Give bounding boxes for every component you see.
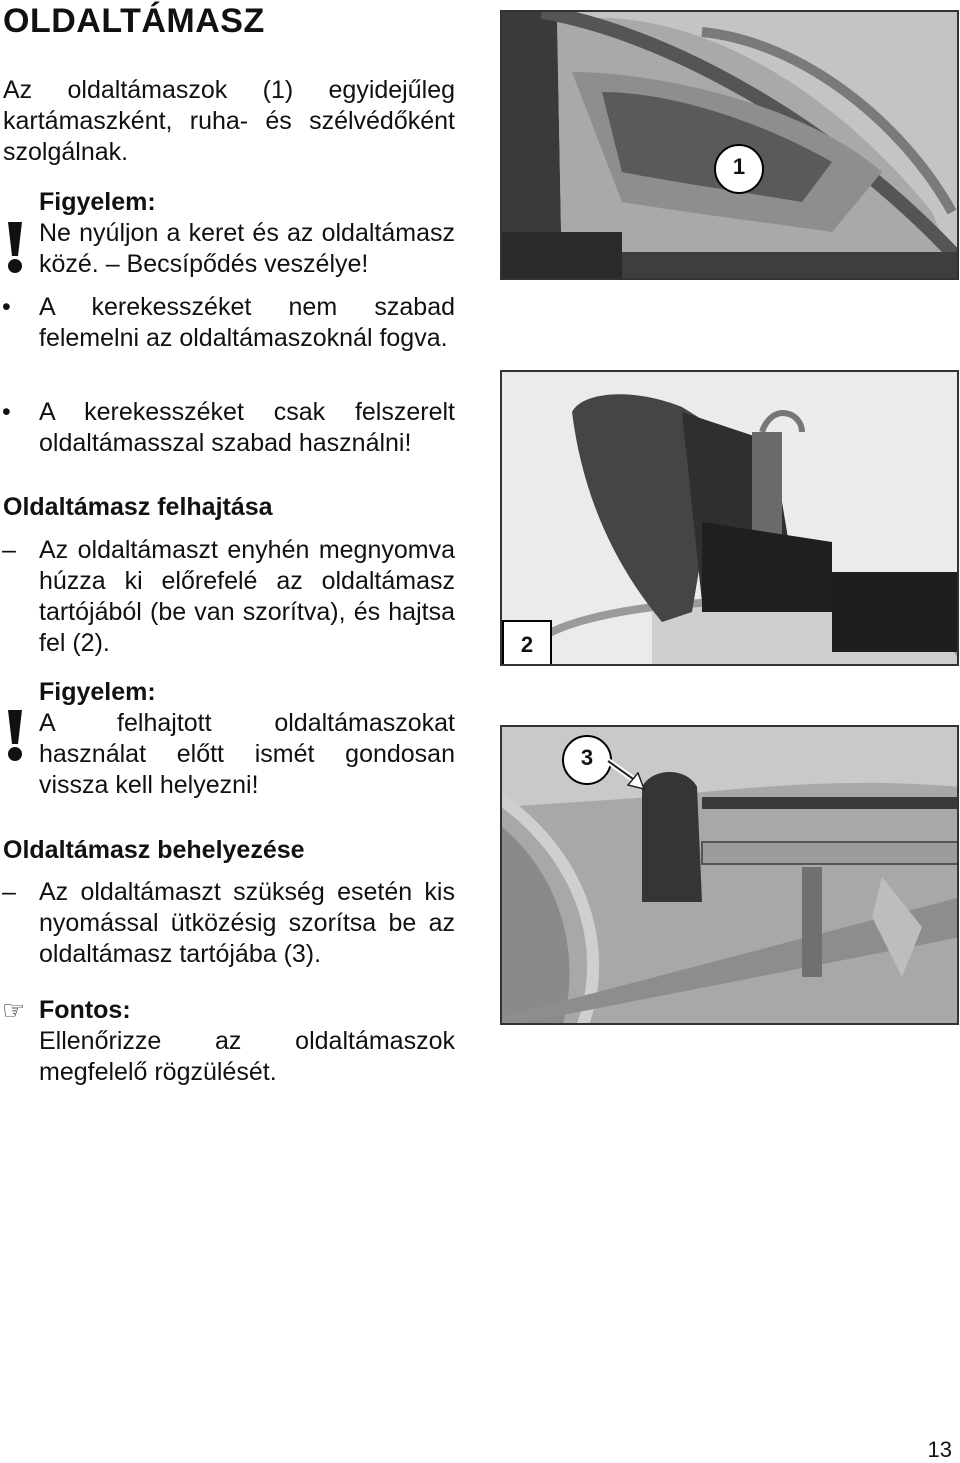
warning-2-label: Figyelem: [39,678,156,706]
section-1-heading: Oldaltámasz felhajtása [3,493,273,521]
note [39,995,455,1088]
figure-2-label: 2 [502,620,552,666]
note-text: Ellenőrizze az oldaltámaszok megfelelő rögzülését. [39,1027,455,1086]
page-number: 13 [927,1437,952,1462]
note-label: Fontos: [39,996,131,1024]
exclamation-icon [4,222,26,274]
arrow-icon [606,755,650,795]
figure-3-label: 3 [562,735,612,785]
page-title: OLDALTÁMASZ [3,2,265,40]
warning-1-label: Figyelem: [39,188,156,216]
warning-1 [39,187,455,280]
section-2-heading: Oldaltámasz behelyezése [3,836,305,864]
dash-icon: – [2,536,16,564]
exclamation-icon [4,710,26,762]
pointing-hand-icon: ☞ [2,995,26,1025]
warning-2 [39,677,455,801]
figure-1-label: 1 [714,144,764,194]
bullet-icon: • [2,398,11,426]
section-1-step: Az oldaltámaszt enyhén megnyomva húzza ki előrefelé az oldaltámasz tartójából (be van szorítva), és hajtsa fel (2). [39,536,455,657]
figure-3-photo [500,725,959,1025]
bullet-icon: • [2,293,11,321]
warning-2-text: A felhajtott oldaltámaszokat használat előtt ismét gondosan vissza kell helyezni! [39,709,455,799]
bullet-item-2: A kerekesszéket csak felszerelt oldaltámasszal szabad használni! [39,398,455,457]
bullet-item-1: A kerekesszéket nem szabad felemelni az oldaltámaszoknál fogva. [39,293,455,352]
section-2-step: Az oldaltámaszt szükség esetén kis nyomással ütközésig szorítsa be az oldaltámasz tartójába (3). [39,878,455,968]
warning-1-text: Ne nyúljon a keret és az oldaltámasz közé. – Becsípődés veszélye! [39,219,455,278]
intro-paragraph: Az oldaltámaszok (1) egyidejűleg kartámaszként, ruha- és szélvédőként szolgálnak. [3,76,455,166]
figure-2-photo [500,370,959,666]
dash-icon: – [2,878,16,906]
figure-1-photo [500,10,959,280]
